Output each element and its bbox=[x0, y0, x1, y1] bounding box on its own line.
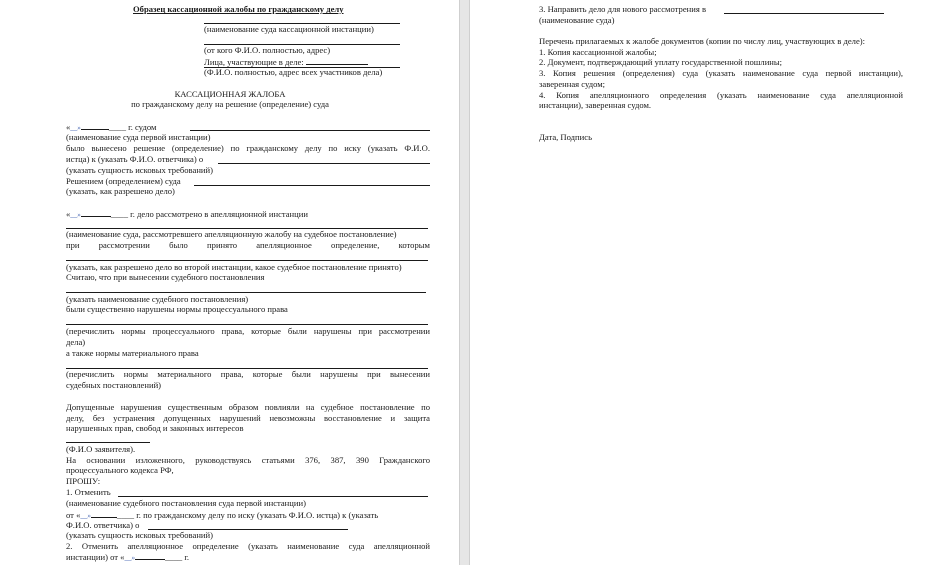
right-line-4: 1. Копия кассационной жалобы; bbox=[539, 47, 657, 57]
participants-blank bbox=[306, 56, 368, 65]
document-title: Образец кассационной жалобы по гражданскому делу bbox=[133, 4, 344, 14]
body-line-21: делу, без устранения допущенных нарушений невозможны восстановление и защита bbox=[66, 413, 430, 423]
quote-open-2: « bbox=[66, 209, 71, 219]
right-line-6: 3. Копия решения (определения) суда (указать наименование суда первой инстанции), bbox=[539, 68, 903, 78]
body-line-12: Считаю, что при вынесении судебного постановления bbox=[66, 272, 265, 282]
body-line-29-a: от « bbox=[66, 510, 81, 520]
body-line-17: а также нормы материального права bbox=[66, 348, 199, 358]
body-line-27-text: 1. Отменить bbox=[66, 487, 111, 497]
document-page-left bbox=[0, 0, 460, 565]
date-mark-2: __» bbox=[70, 211, 81, 219]
body-line-4: истца) к (указать Ф.И.О. ответчика) о bbox=[66, 154, 204, 164]
right-line-1-text: 3. Направить дело для нового рассмотрения в bbox=[539, 4, 707, 14]
body-line-11: (указать, как разрешено дело во второй инстанции, какое судебное постановление принято) bbox=[66, 262, 402, 272]
body-line-31: (указать сущность исковых требований) bbox=[66, 530, 213, 540]
quote-open: « bbox=[66, 122, 71, 132]
right-line-9: инстанции), заверенная судом. bbox=[539, 100, 652, 110]
date-blank-4 bbox=[135, 551, 165, 560]
body-line-33-a: инстанции) от « bbox=[66, 552, 125, 562]
new-court-line bbox=[724, 13, 884, 14]
body-line-30: Ф.И.О. ответчика) о bbox=[66, 520, 140, 530]
date-blank bbox=[81, 121, 109, 130]
body-line-3: было вынесено решение (определение) по гражданскому делу по иску (указать Ф.И.О. bbox=[66, 143, 430, 153]
body-line-16: дела) bbox=[66, 337, 86, 347]
subheading: по гражданскому делу на решение (определение) суда bbox=[131, 99, 329, 109]
body-line-23: (Ф.И.О заявителя). bbox=[66, 444, 136, 454]
procedural-norms-line bbox=[66, 324, 428, 325]
right-line-5: 2. Документ, подтверждающий уплату государственной пошлины; bbox=[539, 57, 783, 67]
body-line-13: (указать наименование судебного постановления) bbox=[66, 294, 249, 304]
body-line-5: (указать сущность исковых требований) bbox=[66, 165, 213, 175]
date-mark: __» bbox=[70, 124, 81, 132]
participants-label bbox=[204, 56, 368, 67]
date-blank-3 bbox=[91, 509, 117, 518]
body-line-28: (наименование судебного постановления суда первой инстанции) bbox=[66, 498, 306, 508]
decision-line bbox=[194, 185, 430, 186]
body-line-8-text: ____ г. дело рассмотрено в апелляционной инстанции bbox=[110, 209, 308, 219]
ruling-name-line bbox=[66, 292, 426, 293]
heading: КАССАЦИОННАЯ ЖАЛОБА bbox=[174, 89, 286, 99]
body-line-7: (указать, как разрешено дело) bbox=[66, 186, 175, 196]
right-line-1 bbox=[539, 4, 706, 14]
right-line-8: 4. Копия апелляционного определения (указать наименование суда апелляционной bbox=[539, 90, 903, 100]
court-first-line bbox=[190, 130, 430, 131]
cancel-1-line bbox=[118, 496, 428, 497]
right-line-7: заверенная судом; bbox=[539, 79, 606, 89]
body-line-33-b: ____ г. bbox=[164, 552, 190, 562]
body-line-22: нарушенных прав, свобод и законных интересов bbox=[66, 423, 244, 433]
date-blank-2 bbox=[81, 208, 111, 217]
participants-hint: (Ф.И.О. полностью, адрес всех участников дела) bbox=[204, 67, 383, 77]
court-hint: (наименование суда кассационной инстанции) bbox=[204, 24, 374, 34]
document-page-right bbox=[469, 0, 934, 565]
body-line-8 bbox=[66, 208, 308, 220]
date-mark-4: __» bbox=[124, 554, 135, 562]
appeal-result-line bbox=[66, 260, 428, 261]
body-line-24: На основании изложенного, руководствуясь статьями 376, 387, 390 Гражданского bbox=[66, 455, 430, 465]
body-line-2: (наименование суда первой инстанции) bbox=[66, 132, 211, 142]
from-hint: (от кого Ф.И.О. полностью, адрес) bbox=[204, 45, 331, 55]
body-line-32: 2. Отменить апелляционное определение (указать наименование суда апелляционной bbox=[66, 541, 430, 551]
date-mark-3: __» bbox=[80, 512, 91, 520]
body-line-27 bbox=[66, 487, 111, 497]
date-signature: Дата, Подпись bbox=[539, 132, 592, 142]
body-line-10: при рассмотрении было принято апелляционное определение, которым bbox=[66, 240, 430, 250]
right-line-2: (наименование суда) bbox=[539, 15, 615, 25]
body-line-9: (наименование суда, рассмотревшего апелляционную жалобу на судебное постановление) bbox=[66, 229, 397, 239]
body-line-15: (перечислить нормы процессуального права, которые были нарушены при рассмотрении bbox=[66, 326, 430, 336]
body-line-18: (перечислить нормы материального права, которые были нарушены при вынесении bbox=[66, 369, 430, 379]
body-line-25: процессуального кодекса РФ, bbox=[66, 465, 174, 475]
body-line-29-b: ____ г. по гражданскому делу по иску (указать Ф.И.О. истца) к (указать bbox=[116, 510, 379, 520]
body-line-33 bbox=[66, 551, 189, 563]
right-line-3: Перечень прилагаемых к жалобе документов (копии по числу лиц, участвующих в деле): bbox=[539, 36, 866, 46]
body-line-14: были существенно нарушены нормы процессуального права bbox=[66, 304, 288, 314]
body-line-1-text: ____ г. судом bbox=[108, 122, 157, 132]
applicant-line bbox=[66, 442, 150, 443]
body-line-6: Решением (определением) суда bbox=[66, 176, 181, 186]
body-line-20: Допущенные нарушения существенным образом повлияли на судебное постановление по bbox=[66, 402, 430, 412]
body-line-26: ПРОШУ: bbox=[66, 476, 101, 486]
participants-label-text: Лица, участвующие в деле: bbox=[204, 57, 304, 67]
claim-line bbox=[218, 163, 430, 164]
body-line-19: судебных постановлений) bbox=[66, 380, 162, 390]
